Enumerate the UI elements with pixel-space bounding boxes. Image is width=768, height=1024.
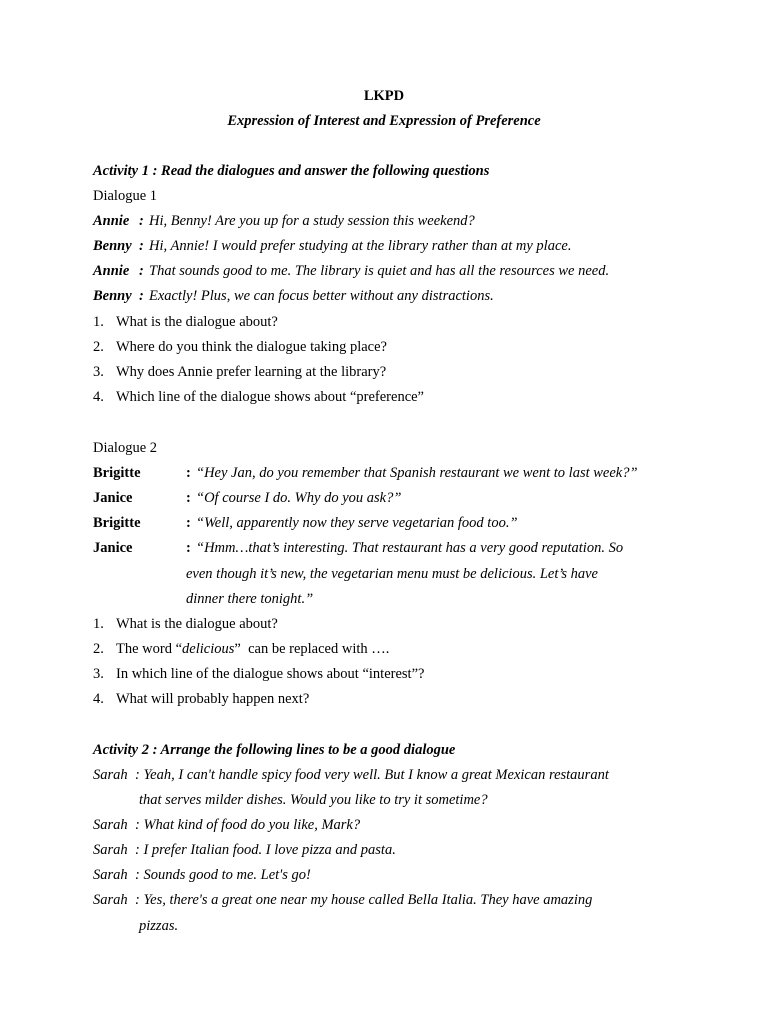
arrange-text: : Sounds good to me. Let's go! [135,867,311,883]
arrange-line [93,892,592,909]
speaker-colon: : [139,238,144,254]
dialogue-text: Hi, Benny! Are you up for a study session this weekend? [149,213,475,229]
dialogue-text: Hi, Annie! I would prefer studying at the library rather than at my place. [149,238,572,254]
question-item [93,666,424,683]
dialogue1-line [93,213,475,230]
dialogue2-label: Dialogue 2 [93,440,158,456]
dialogue-continuation: dinner there tonight.” [186,591,314,607]
speaker-colon: : [186,540,191,556]
question-item [93,364,386,381]
question-number: 2. [93,641,104,657]
dialogue-text: “Hmm…that’s interesting. That restaurant has a very good reputation. So [196,540,624,556]
speaker-colon: : [186,490,191,506]
question-text: What is the dialogue about? [116,314,278,330]
activity2-heading: Activity 2 : Arrange the following lines to be a good dialogue [93,742,456,758]
question-number: 3. [93,666,104,682]
speaker-name: Annie [93,213,130,229]
question-item [93,641,389,658]
question-item [93,314,278,331]
arrange-line [93,817,360,834]
speaker-name: Benny [93,288,132,304]
question-number: 2. [93,339,104,355]
dialogue1-line [93,263,609,280]
arrange-line [93,867,311,884]
arrange-text: : I prefer Italian food. I love pizza and pasta. [135,842,396,858]
dialogue2-line [93,465,638,482]
dialogue2-line [93,515,518,532]
dialogue1-label: Dialogue 1 [93,188,158,204]
speaker-colon: : [139,263,144,279]
dialogue2-line [93,490,401,507]
arrange-continuation: pizzas. [139,918,179,934]
question-emphasis: delicious [182,641,235,657]
speaker-name: Sarah [93,842,128,858]
speaker-colon: : [186,515,191,531]
question-item [93,339,387,356]
question-number: 1. [93,616,104,632]
question-text: What will probably happen next? [116,691,310,707]
question-number: 1. [93,314,104,330]
speaker-name: Brigitte [93,465,141,481]
dialogue-text: “Well, apparently now they serve vegetarian food too.” [196,515,518,531]
question-text: What is the dialogue about? [116,616,278,632]
document-subtitle: Expression of Interest and Expression of Preference [227,113,541,129]
speaker-name: Brigitte [93,515,141,531]
dialogue-text: “Hey Jan, do you remember that Spanish restaurant we went to last week?” [196,465,638,481]
question-text: Which line of the dialogue shows about “preference” [116,389,424,405]
dialogue-continuation: even though it’s new, the vegetarian menu must be delicious. Let’s have [186,566,598,582]
arrange-text: : Yeah, I can't handle spicy food very well. But I know a great Mexican restaurant [135,767,609,783]
arrange-line [93,767,609,784]
speaker-name: Benny [93,238,132,254]
question-number: 4. [93,389,104,405]
document-title: LKPD [363,88,405,104]
speaker-colon: : [139,213,144,229]
question-item [93,691,309,708]
dialogue-text: That sounds good to me. The library is quiet and has all the resources we need. [149,263,610,279]
speaker-name: Sarah [93,767,128,783]
question-item [93,616,278,633]
speaker-name: Annie [93,263,130,279]
speaker-name: Janice [93,490,133,506]
dialogue1-line [93,288,494,305]
arrange-line [93,842,396,859]
question-number: 3. [93,364,104,380]
arrange-continuation: that serves milder dishes. Would you like to try it sometime? [139,792,488,808]
dialogue-text: “Of course I do. Why do you ask?” [196,490,402,506]
speaker-name: Sarah [93,817,128,833]
dialogue1-line [93,238,571,255]
question-text: In which line of the dialogue shows about “interest”? [116,666,425,682]
question-text: Why does Annie prefer learning at the library? [116,364,387,380]
speaker-colon: : [139,288,144,304]
arrange-text: : Yes, there's a great one near my house called Bella Italia. They have amazing [135,892,593,908]
dialogue2-line [93,540,623,557]
speaker-name: Janice [93,540,133,556]
question-text: Where do you think the dialogue taking place? [116,339,387,355]
arrange-text: : What kind of food do you like, Mark? [135,817,361,833]
question-number: 4. [93,691,104,707]
question-text: ” can be replaced with …. [234,641,390,657]
speaker-name: Sarah [93,892,128,908]
activity1-heading: Activity 1 : Read the dialogues and answer the following questions [93,163,490,179]
dialogue-text: Exactly! Plus, we can focus better without any distractions. [149,288,494,304]
speaker-name: Sarah [93,867,128,883]
question-text: The word “ [116,641,183,657]
speaker-colon: : [186,465,191,481]
question-item [93,389,424,406]
